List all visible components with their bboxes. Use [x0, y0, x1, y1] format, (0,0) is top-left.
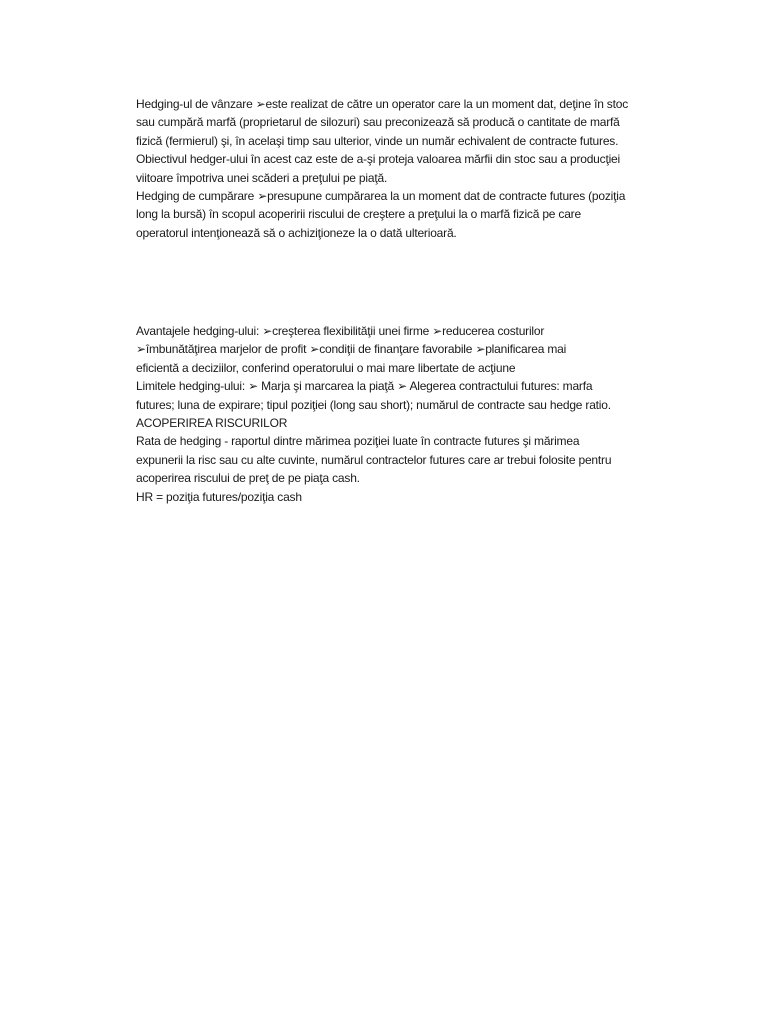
text-line: expunerii la risc sau cu alte cuvinte, numărul contractelor futures care ar trebui folosite pentru [136, 452, 612, 467]
text-line: Obiectivul hedger-ului în acest caz este de a-şi proteja valoarea mărfii din stoc sau a producţiei [136, 152, 620, 167]
text-line: futures; luna de expirare; tipul poziţiei (long sau short); numărul de contracte sau hedge ratio. [136, 397, 611, 412]
text-line: fizică (fermierul) şi, în acelaşi timp sau ulterior, vinde un număr echivalent de contracte futures. [136, 133, 619, 148]
text-line: Limitele hedging-ului: ➢ Marja şi marcarea la piaţă ➢ Alegerea contractului futures: marfa [136, 379, 593, 394]
text-block-hedging-advantages [136, 322, 676, 506]
text-line: viitoare împotriva unei scăderi a preţului pe piaţă. [136, 170, 388, 185]
text-line: ➢îmbunătăţirea marjelor de profit ➢condiţii de finanţare favorabile ➢planificarea mai [136, 342, 567, 357]
section-heading: ACOPERIREA RISCURILOR [136, 416, 288, 431]
text-line: Hedging-ul de vânzare ➢este realizat de către un operator care la un moment dat, deţine în stoc [136, 97, 629, 111]
text-line: eficientă a deciziilor, conferind operatorului o mai mare libertate de acţiune [136, 360, 516, 375]
text-line: acoperirea riscului de preţ de pe piaţa cash. [136, 471, 360, 486]
text-line: sau cumpără marfă (proprietarul de silozuri) sau preconizează să producă o cantitate de marfă [136, 115, 620, 130]
formula-line: HR = poziţia futures/poziţia cash [136, 489, 302, 504]
text-block-hedging-types [136, 95, 676, 242]
text-line: long la bursă) în scopul acoperirii riscului de creştere a preţului la o marfă fizică pe care [136, 207, 581, 222]
text-line: Hedging de cumpărare ➢presupune cumpărarea la un moment dat de contracte futures (poziţia [136, 189, 626, 204]
text-line: operatorul intenţionează să o achiziţioneze la o dată ulterioară. [136, 225, 457, 240]
text-line: Avantajele hedging-ului: ➢creşterea flexibilităţii unei firme ➢reducerea costurilor [136, 324, 545, 338]
text-line: Rata de hedging - raportul dintre mărimea poziţiei luate în contracte futures şi mărimea [136, 434, 580, 449]
